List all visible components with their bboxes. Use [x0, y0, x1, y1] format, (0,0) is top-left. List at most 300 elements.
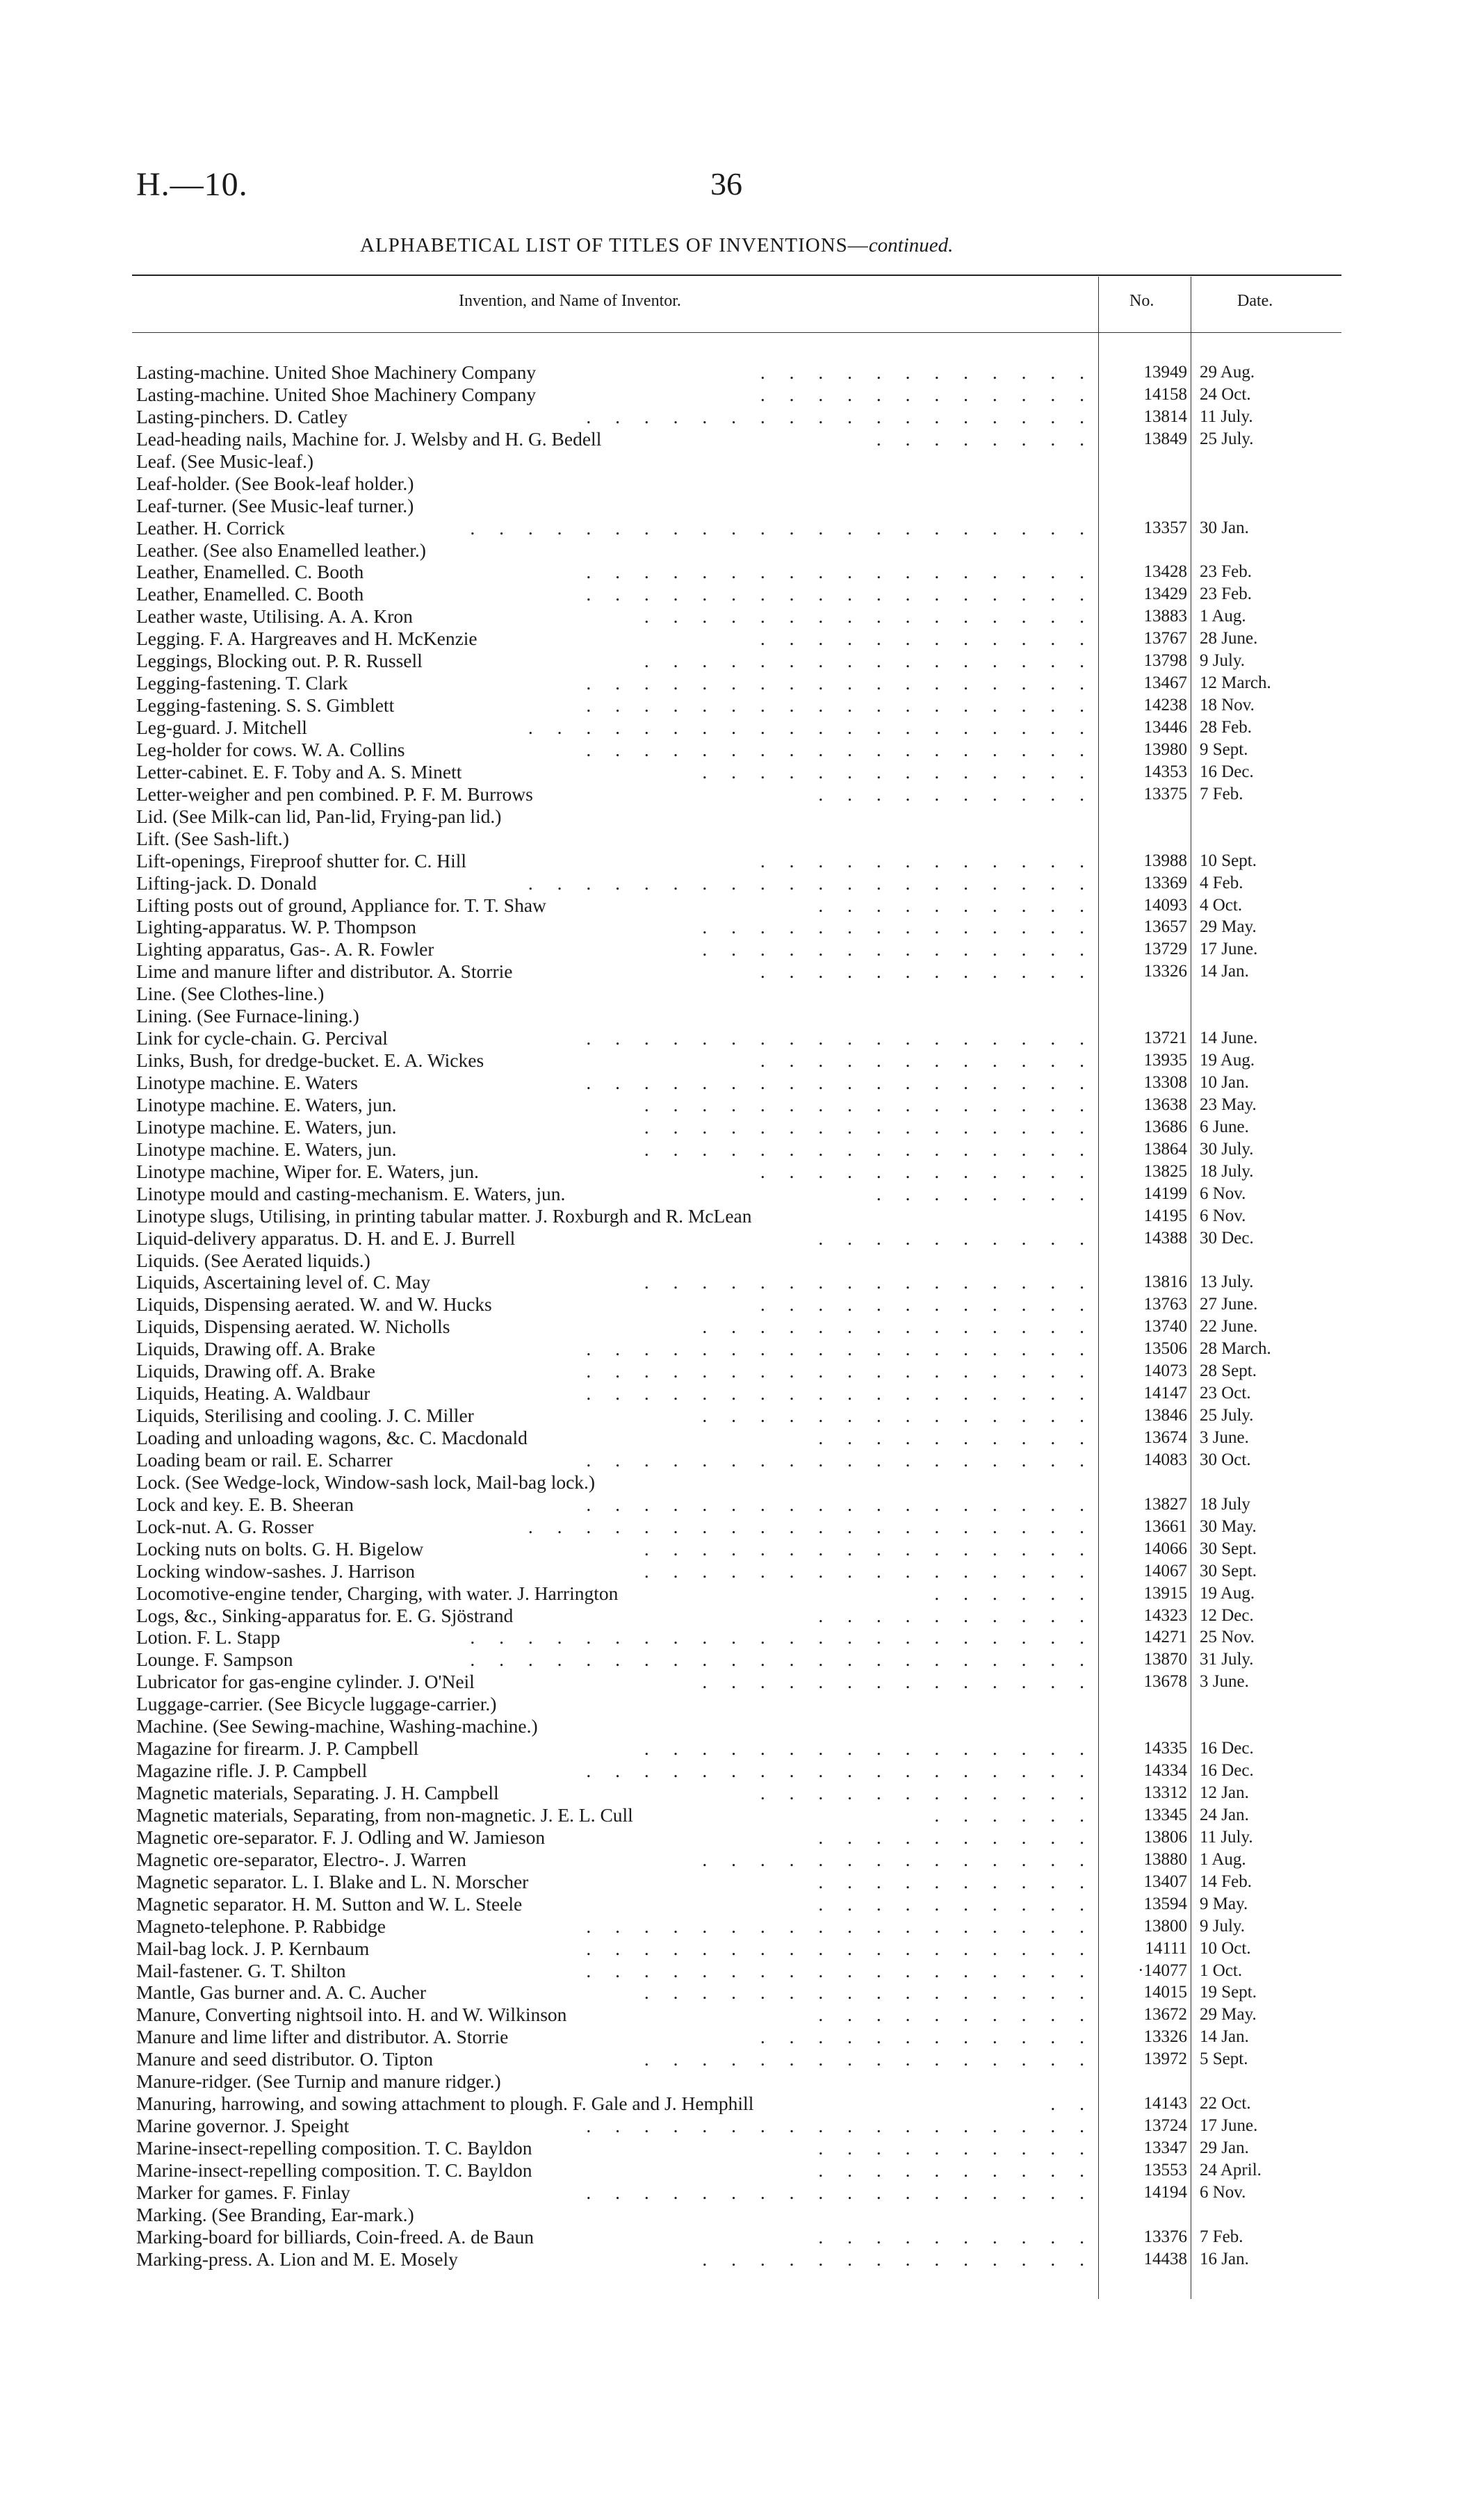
- patent-date: 23 Feb.: [1200, 562, 1252, 582]
- patent-date: 1 Oct.: [1200, 1961, 1243, 1980]
- dot-leader: . . . . . . . . . . . . . . . .: [644, 1093, 1094, 1115]
- dot-leader: . . . . . . . . . . . . . . . .: [644, 1271, 1094, 1293]
- patent-number: 13864: [1143, 1139, 1187, 1159]
- table-row: [136, 916, 1346, 938]
- patent-number: 13347: [1143, 2138, 1187, 2157]
- invention-title: Lighting apparatus, Gas-. A. R. Fowler: [136, 938, 434, 960]
- patent-number: 14271: [1143, 1628, 1187, 1647]
- table-header-rule: [132, 332, 1341, 333]
- table-row: [136, 1316, 1346, 1338]
- patent-number: 13988: [1143, 851, 1187, 870]
- patent-date: 24 Oct.: [1200, 384, 1251, 404]
- page-number: 36: [710, 166, 742, 202]
- table-row: [136, 1582, 1346, 1605]
- patent-number: 13883: [1143, 607, 1187, 626]
- table-row: [136, 583, 1346, 605]
- table-row: [136, 983, 1346, 1005]
- invention-title: Locking window-sashes. J. Harrison: [136, 1560, 415, 1582]
- invention-title: Lining. (See Furnace-lining.): [136, 1005, 359, 1027]
- dot-leader: . . . . . . . . . . . . . .: [702, 1405, 1094, 1427]
- patent-date: 10 Sept.: [1200, 851, 1257, 870]
- invention-title: Magazine for firearm. J. P. Campbell: [136, 1737, 419, 1760]
- dot-leader: . . . . . . . . . . . . . . . .: [644, 605, 1094, 628]
- invention-title: Legging. F. A. Hargreaves and H. McKenzie: [136, 628, 478, 650]
- table-row: [136, 1538, 1346, 1560]
- table-row: [136, 1405, 1346, 1427]
- table-row: [136, 717, 1346, 739]
- patent-number: 13721: [1143, 1029, 1187, 1048]
- dot-leader: . . . . . . . . . . . .: [760, 1782, 1094, 1803]
- patent-number: 14066: [1143, 1539, 1187, 1558]
- table-row: [136, 2048, 1346, 2070]
- dot-leader: . . . . . . . . . . . . . . . . . .: [586, 1959, 1094, 1981]
- column-header-date: Date.: [1237, 292, 1273, 310]
- invention-title: Marking-board for billiards, Coin-freed. A. de Baun: [136, 2225, 534, 2248]
- patent-date: 23 May.: [1200, 1095, 1257, 1114]
- patent-date: 9 Sept.: [1200, 739, 1248, 759]
- table-row: [136, 872, 1346, 894]
- table-row: [136, 384, 1346, 406]
- patent-date: 14 June.: [1200, 1029, 1258, 1048]
- table-row: [136, 1338, 1346, 1360]
- patent-date: 23 Oct.: [1200, 1384, 1251, 1403]
- patent-number: 14334: [1143, 1761, 1187, 1781]
- dot-leader: . . . . . . . . . . . . . .: [702, 916, 1094, 938]
- list-title-main: ALPHABETICAL LIST OF TITLES OF INVENTIONS—: [360, 234, 869, 256]
- patent-date: 12 March.: [1200, 673, 1271, 693]
- patent-number: 13846: [1143, 1406, 1187, 1425]
- invention-title: Linotype machine, Wiper for. E. Waters, jun.: [136, 1160, 479, 1182]
- patent-date: 25 Nov.: [1200, 1628, 1255, 1647]
- table-row: [136, 1981, 1346, 2004]
- table-row: [136, 1360, 1346, 1382]
- patent-date: 30 July.: [1200, 1139, 1254, 1159]
- table-row: [136, 605, 1346, 628]
- patent-number: 13800: [1143, 1916, 1187, 1936]
- dot-leader: . . . . . . . . . . . . . . . . . .: [586, 561, 1094, 583]
- patent-number: 13369: [1143, 873, 1187, 892]
- patent-number: 13326: [1143, 2027, 1187, 2047]
- patent-date: 7 Feb.: [1200, 2227, 1243, 2246]
- invention-title: Mail-bag lock. J. P. Kernbaum: [136, 1937, 370, 1959]
- dot-leader: . . . . . . . .: [876, 427, 1094, 450]
- invention-title: Links, Bush, for dredge-bucket. E. A. Wickes: [136, 1049, 484, 1072]
- invention-title: Linotype machine. E. Waters, jun.: [136, 1093, 397, 1115]
- table-row: [136, 1250, 1346, 1272]
- invention-title: Linotype machine. E. Waters, jun.: [136, 1115, 397, 1138]
- invention-title: Liquids, Drawing off. A. Brake: [136, 1360, 375, 1382]
- patent-date: 30 May.: [1200, 1516, 1257, 1536]
- patent-number: 13345: [1143, 1805, 1187, 1824]
- patent-date: 19 Aug.: [1200, 1051, 1255, 1070]
- table-row: [136, 2026, 1346, 2048]
- invention-title: Liquids, Dispensing aerated. W. Nicholls: [136, 1316, 450, 1338]
- patent-date: 29 Aug.: [1200, 363, 1255, 382]
- invention-title: Lock and key. E. B. Sheeran: [136, 1493, 354, 1515]
- patent-date: 12 Dec.: [1200, 1605, 1254, 1625]
- patent-number: 13798: [1143, 651, 1187, 671]
- invention-title: Link for cycle-chain. G. Percival: [136, 1027, 388, 1049]
- table-row: [136, 561, 1346, 583]
- invention-title: Lighting-apparatus. W. P. Thompson: [136, 916, 416, 938]
- patent-date: 11 July.: [1200, 407, 1253, 426]
- table-row: [136, 1737, 1346, 1760]
- patent-date: 29 May.: [1200, 917, 1257, 937]
- table-row: [136, 2004, 1346, 2026]
- invention-title: Lounge. F. Sampson: [136, 1648, 293, 1671]
- patent-number: 13806: [1143, 1827, 1187, 1847]
- table-row: [136, 1915, 1346, 1938]
- patent-number: 13724: [1143, 2116, 1187, 2136]
- list-title: [360, 234, 1194, 257]
- patent-date: 3 June.: [1200, 1672, 1249, 1692]
- invention-title: Leather. H. Corrick: [136, 516, 285, 539]
- invention-title: Mail-fastener. G. T. Shilton: [136, 1959, 346, 1981]
- dot-leader: . . . . . . . .: [876, 1182, 1094, 1204]
- dot-leader: . . . . . . . . . . . . . . . .: [644, 1537, 1094, 1560]
- dot-leader: . . . . . . . . . . . . . . . . . .: [586, 1915, 1094, 1937]
- invention-title: Linotype machine. E. Waters: [136, 1072, 358, 1093]
- table-row: [136, 1960, 1346, 1982]
- table-row: [136, 761, 1346, 783]
- table-row: [136, 539, 1346, 562]
- patent-date: 6 Nov.: [1200, 2182, 1246, 2202]
- table-row: [136, 960, 1346, 983]
- table-row: [136, 2182, 1346, 2204]
- invention-title: Leg-guard. J. Mitchell: [136, 717, 307, 738]
- patent-date: 10 Jan.: [1200, 1073, 1249, 1092]
- table-row: [136, 1693, 1346, 1715]
- invention-title: Lift. (See Sash-lift.): [136, 827, 289, 849]
- table-row: [136, 1648, 1346, 1671]
- patent-date: 19 Sept.: [1200, 1983, 1257, 2002]
- patent-number: 14438: [1143, 2249, 1187, 2268]
- invention-title: Lifting-jack. D. Donald: [136, 872, 317, 894]
- invention-title: Lid. (See Milk-can lid, Pan-lid, Frying-pan lid.): [136, 805, 502, 827]
- patent-number: 14015: [1143, 1983, 1187, 2002]
- invention-title: Locomotive-engine tender, Charging, with water. J. Harrington: [136, 1582, 619, 1604]
- dot-leader: . . . . . . . . . .: [818, 2004, 1094, 2026]
- patent-number: 13674: [1143, 1428, 1187, 1447]
- dot-leader: . . . . . .: [934, 1803, 1094, 1826]
- patent-date: 17 June.: [1200, 2116, 1258, 2136]
- column-header-number: No.: [1129, 292, 1154, 310]
- patent-number: 13870: [1143, 1650, 1187, 1669]
- invention-title: Liquids, Heating. A. Waldbaur: [136, 1382, 370, 1405]
- invention-title: Machine. (See Sewing-machine, Washing-machine.): [136, 1715, 538, 1737]
- invention-title: Liquids. (See Aerated liquids.): [136, 1249, 370, 1271]
- dot-leader: . . . . . . . . . . . . . . . . . . . . . .: [470, 1648, 1094, 1671]
- invention-title: Line. (See Clothes-line.): [136, 983, 325, 1005]
- table-row: [136, 828, 1346, 850]
- dot-leader: . . . . . . . . . . . . . . . . . . . .: [528, 872, 1094, 894]
- table-row: [136, 1826, 1346, 1849]
- patent-date: 24 Jan.: [1200, 1805, 1249, 1824]
- dot-leader: . . . . . . . . . . . . . .: [702, 1316, 1094, 1338]
- invention-title: Liquids, Sterilising and cooling. J. C. Miller: [136, 1405, 474, 1427]
- invention-title: Leather, Enamelled. C. Booth: [136, 561, 364, 583]
- table-row: [136, 2093, 1346, 2115]
- patent-date: 30 Dec.: [1200, 1228, 1254, 1247]
- patent-number: 14335: [1143, 1739, 1187, 1758]
- dot-leader: . . . . . . . . . . . . . . . . . .: [586, 1382, 1094, 1405]
- table-row: [136, 938, 1346, 960]
- table-row: [136, 2248, 1346, 2271]
- table-row: [136, 672, 1346, 694]
- patent-number: 13657: [1143, 917, 1187, 937]
- table-row: [136, 1605, 1346, 1627]
- invention-title: Leg-holder for cows. W. A. Collins: [136, 738, 405, 760]
- table-row: [136, 1161, 1346, 1183]
- dot-leader: . . . . . . . . . . . . . . . .: [644, 1138, 1094, 1160]
- patent-date: 14 Feb.: [1200, 1872, 1252, 1891]
- patent-date: 29 May.: [1200, 2005, 1257, 2024]
- invention-title: Marine-insect-repelling composition. T. C. Bayldon: [136, 2159, 532, 2181]
- patent-number: 14067: [1143, 1561, 1187, 1580]
- table-row: [136, 2204, 1346, 2226]
- dot-leader: . . . . . . . . . . . . . . . .: [644, 2048, 1094, 2070]
- dot-leader: . . . . . . . . . .: [818, 2159, 1094, 2181]
- table-row: [136, 1760, 1346, 1782]
- patent-date: 14 Jan.: [1200, 2027, 1249, 2047]
- invention-title: Liquids, Dispensing aerated. W. and W. Hucks: [136, 1293, 492, 1316]
- patent-number: 13429: [1143, 584, 1187, 604]
- table-row: [136, 1516, 1346, 1538]
- dot-leader: . . . . . . . . . . . .: [760, 383, 1094, 405]
- patent-number: 14147: [1143, 1384, 1187, 1403]
- dot-leader: . . . . . . . . . .: [818, 1870, 1094, 1892]
- table-row: [136, 1494, 1346, 1516]
- table-row: [136, 628, 1346, 650]
- invention-title: Letter-cabinet. E. F. Toby and A. S. Minett: [136, 760, 462, 783]
- invention-title: Liquid-delivery apparatus. D. H. and E. J. Burrell: [136, 1227, 516, 1249]
- dot-leader: . . . . . . . . . . . . . . . .: [644, 1115, 1094, 1138]
- invention-title: Liquids, Drawing off. A. Brake: [136, 1338, 375, 1360]
- dot-leader: . . . . . . . . . . . . . . . . . .: [586, 1448, 1094, 1471]
- invention-title: Lock-nut. A. G. Rosser: [136, 1515, 314, 1537]
- table-row: [136, 1293, 1346, 1316]
- invention-title: Lasting-machine. United Shoe Machinery Company: [136, 361, 537, 383]
- table-row: [136, 1116, 1346, 1138]
- dot-leader: . . . . . . . . . . . . . . . . . .: [586, 583, 1094, 605]
- invention-title: Linotype slugs, Utilising, in printing tabular matter. J. Roxburgh and R. McLean: [136, 1204, 752, 1227]
- table-row: [136, 1849, 1346, 1871]
- invention-title: Loading beam or rail. E. Scharrer: [136, 1448, 393, 1471]
- patent-date: 18 Nov.: [1200, 696, 1255, 715]
- patent-number: 13446: [1143, 718, 1187, 737]
- dot-leader: . . . . . . . . . . . . . . . .: [644, 650, 1094, 672]
- table-row: [136, 428, 1346, 450]
- dot-leader: . .: [1050, 2093, 1094, 2115]
- dot-leader: . . . . . . . . . . . .: [760, 1293, 1094, 1316]
- patent-number: 13729: [1143, 940, 1187, 959]
- patent-date: 4 Oct.: [1200, 895, 1243, 915]
- table-row: [136, 1072, 1346, 1094]
- invention-title: Magneto-telephone. P. Rabbidge: [136, 1915, 386, 1937]
- dot-leader: . . . . . . . . . . . . . .: [702, 2248, 1094, 2270]
- invention-title: Leggings, Blocking out. P. R. Russell: [136, 650, 423, 672]
- patent-date: 24 April.: [1200, 2160, 1262, 2179]
- dot-leader: . . . . . . . . . . . .: [760, 2026, 1094, 2048]
- patent-number: 13428: [1143, 562, 1187, 582]
- table-row: [136, 1560, 1346, 1582]
- patent-date: 6 June.: [1200, 1117, 1249, 1136]
- patent-date: 6 Nov.: [1200, 1184, 1246, 1203]
- dot-leader: . . . . . . . . . .: [818, 2137, 1094, 2159]
- patent-date: 22 Oct.: [1200, 2094, 1251, 2113]
- dot-leader: . . . . . . . . . . . .: [760, 960, 1094, 983]
- dot-leader: . . . . . . . . . .: [818, 894, 1094, 916]
- table-row: [136, 450, 1346, 473]
- patent-number: 13326: [1143, 962, 1187, 981]
- patent-date: 3 June.: [1200, 1428, 1249, 1447]
- invention-title: Liquids, Ascertaining level of. C. May: [136, 1271, 431, 1293]
- patent-date: 25 July.: [1200, 429, 1254, 448]
- invention-title: Magnetic materials, Separating. J. H. Campbell: [136, 1782, 499, 1803]
- invention-title: Lifting posts out of ground, Appliance for. T. T. Shaw: [136, 894, 546, 916]
- dot-leader: . . . . . . . . . . . . . . . . . .: [586, 694, 1094, 717]
- patent-date: 13 July.: [1200, 1273, 1254, 1292]
- patent-number: 13506: [1143, 1339, 1187, 1359]
- table-row: [136, 1871, 1346, 1893]
- invention-title: Legging-fastening. S. S. Gimblett: [136, 694, 395, 717]
- patent-date: 16 Dec.: [1200, 1739, 1254, 1758]
- invention-title: Loading and unloading wagons, &c. C. Macdonald: [136, 1427, 528, 1448]
- invention-title: Magnetic separator. H. M. Sutton and W. L. Steele: [136, 1892, 523, 1915]
- table-row: [136, 1027, 1346, 1049]
- document-code: H.—10.: [136, 166, 248, 203]
- dot-leader: . . . . . . . . . . . . . . . . . .: [586, 1338, 1094, 1360]
- invention-title: Manure, Converting nightsoil into. H. and W. Wilkinson: [136, 2004, 567, 2026]
- dot-leader: . . . . . . . . . . . . . .: [702, 938, 1094, 960]
- patent-number: 13949: [1143, 363, 1187, 382]
- patent-date: 9 July.: [1200, 651, 1246, 671]
- invention-title: Marker for games. F. Finlay: [136, 2181, 350, 2203]
- patent-number: 14353: [1143, 762, 1187, 781]
- table-row: [136, 1271, 1346, 1293]
- dot-leader: . . . . . . . . . .: [818, 1227, 1094, 1249]
- dot-leader: . . . . . . . . . .: [818, 783, 1094, 805]
- patent-number: 13740: [1143, 1317, 1187, 1336]
- patent-number: 13312: [1143, 1783, 1187, 1802]
- invention-title: Magnetic ore-separator. F. J. Odling and W. Jamieson: [136, 1826, 546, 1848]
- dot-leader: . . . . . . . . . .: [818, 1427, 1094, 1448]
- dot-leader: . . . . . . . . . . . . . . . . . . . .: [528, 717, 1094, 738]
- table-row: [136, 1804, 1346, 1826]
- patent-date: 18 July.: [1200, 1161, 1254, 1181]
- table-row: [136, 1893, 1346, 1915]
- invention-title: Manure-ridger. (See Turnip and manure ridger.): [136, 2070, 501, 2093]
- table-row: [136, 805, 1346, 828]
- invention-title: Manure and seed distributor. O. Tipton: [136, 2048, 434, 2070]
- patent-number: 13972: [1143, 2049, 1187, 2069]
- invention-title: Letter-weigher and pen combined. P. F. M. Burrows: [136, 783, 533, 805]
- patent-number: 13915: [1143, 1583, 1187, 1603]
- table-row: [136, 850, 1346, 872]
- patent-date: 12 Jan.: [1200, 1783, 1249, 1802]
- patent-date: 16 Jan.: [1200, 2249, 1249, 2268]
- table-row: [136, 473, 1346, 495]
- invention-title: Leaf. (See Music-leaf.): [136, 450, 314, 472]
- patent-date: 30 Oct.: [1200, 1450, 1251, 1469]
- invention-title: Linotype machine. E. Waters, jun.: [136, 1138, 397, 1160]
- patent-number: 13407: [1143, 1872, 1187, 1891]
- dot-leader: . . . . . . . . . .: [818, 2225, 1094, 2248]
- invention-title: Lotion. F. L. Stapp: [136, 1626, 281, 1648]
- dot-leader: . . . . . . . . . . . . . .: [702, 1848, 1094, 1870]
- invention-title: Lock. (See Wedge-lock, Window-sash lock, Mail-bag lock.): [136, 1471, 596, 1493]
- table-row: [136, 1227, 1346, 1250]
- invention-title: Manuring, harrowing, and sowing attachment to plough. F. Gale and J. Hemphill: [136, 2093, 754, 2115]
- patent-number: 13763: [1143, 1295, 1187, 1314]
- invention-title: Magnetic separator. L. I. Blake and L. N. Morscher: [136, 1870, 529, 1892]
- table-row: [136, 739, 1346, 761]
- patent-date: 1 Aug.: [1200, 607, 1246, 626]
- invention-title: Lubricator for gas-engine cylinder. J. O'Neil: [136, 1671, 475, 1693]
- table-row: [136, 650, 1346, 672]
- dot-leader: . . . . . . . . . . . . . . . .: [644, 1981, 1094, 2004]
- dot-leader: . . . . . . . . . . . . . . . . . .: [586, 1027, 1094, 1049]
- dot-leader: . . . . . . . . . . . .: [760, 849, 1094, 872]
- table-row: [136, 1671, 1346, 1693]
- invention-title: Marking. (See Branding, Ear-mark.): [136, 2203, 414, 2225]
- patent-date: 16 Dec.: [1200, 762, 1254, 781]
- dot-leader: . . . . . . . . . .: [818, 1826, 1094, 1848]
- dot-leader: . . . . . . . . . . . . . . . .: [644, 1560, 1094, 1582]
- patent-number: 13814: [1143, 407, 1187, 426]
- patent-number: 13467: [1143, 673, 1187, 693]
- invention-title: Leather. (See also Enamelled leather.): [136, 539, 426, 561]
- patent-date: 6 Nov.: [1200, 1206, 1246, 1225]
- patent-number: 14083: [1143, 1450, 1187, 1469]
- invention-title: Locking nuts on bolts. G. H. Bigelow: [136, 1537, 424, 1560]
- invention-title: Magnetic ore-separator, Electro-. J. Warren: [136, 1848, 466, 1870]
- dot-leader: . . . . . . . . . .: [818, 1604, 1094, 1626]
- patent-number: 14199: [1143, 1184, 1187, 1203]
- table-row: [136, 894, 1346, 917]
- patent-date: 27 June.: [1200, 1295, 1258, 1314]
- invention-title: Lasting-pinchers. D. Catley: [136, 405, 348, 427]
- invention-title: Lasting-machine. United Shoe Machinery Company: [136, 383, 537, 405]
- dot-leader: . . . . . . . . . . . . . . . . . .: [586, 1760, 1094, 1782]
- patent-number: 13375: [1143, 784, 1187, 803]
- table-row: [136, 1715, 1346, 1737]
- table-row: [136, 2070, 1346, 2093]
- patent-number: 13980: [1143, 739, 1187, 759]
- table-row: [136, 1382, 1346, 1405]
- patent-number: 14323: [1143, 1605, 1187, 1625]
- list-title-suffix: continued.: [868, 234, 954, 256]
- dot-leader: . . . . . . . . . . . .: [760, 361, 1094, 383]
- patent-date: 17 June.: [1200, 940, 1258, 959]
- patent-date: 22 June.: [1200, 1317, 1258, 1336]
- dot-leader: . . . . . . . . . . . .: [760, 1160, 1094, 1182]
- patent-date: 11 July.: [1200, 1827, 1253, 1847]
- patent-date: 1 Aug.: [1200, 1849, 1246, 1869]
- patent-number: 13638: [1143, 1095, 1187, 1114]
- patent-date: 30 Sept.: [1200, 1561, 1257, 1580]
- patent-number: 13849: [1143, 429, 1187, 448]
- patent-date: 30 Jan.: [1200, 518, 1249, 537]
- table-row: [136, 1049, 1346, 1072]
- table-row: [136, 517, 1346, 539]
- table-row: [136, 1449, 1346, 1471]
- invention-title: Manure and lime lifter and distributor. A. Storrie: [136, 2026, 509, 2048]
- dot-leader: . . . . . . . . . . . .: [760, 628, 1094, 650]
- patent-date: 28 Feb.: [1200, 718, 1252, 737]
- invention-title: Linotype mould and casting-mechanism. E. Waters, jun.: [136, 1182, 566, 1204]
- dot-leader: . . . . . . . . . . . . . . . . . .: [586, 1493, 1094, 1515]
